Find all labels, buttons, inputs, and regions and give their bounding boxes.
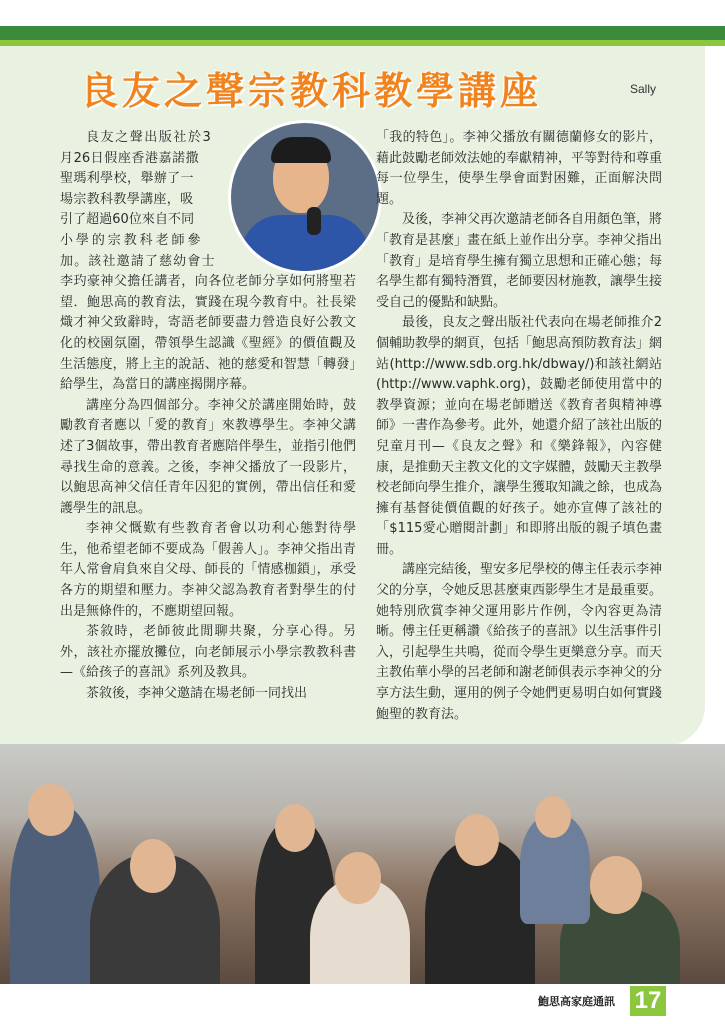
paragraph: 講座分為四個部分。李神父於講座開始時，鼓勵教育者應以「愛的教育」來教導學生。李神父講述了3個故事，帶出教育者應陪伴學生，並指引他們尋找生命的意義。之後，李神父播放了一段影片，以鮑思高神父信任青年囚犯的實例，帶出信任和愛護學生的訊息。 [60, 397, 356, 516]
paragraph: 茶敘時，老師彼此閒聊共聚，分享心得。另外，該社亦擺放攤位，向老師展示小學宗教教科書—《給孩子的喜訊》系列及教具。 [60, 624, 356, 681]
publication-name: 鮑思高家庭通訊 [538, 995, 615, 1008]
portrait-wrap-spacer [186, 128, 356, 268]
photo-figure-head [335, 852, 381, 904]
paragraph: 茶敘後，李神父邀請在場老師一同找出 [86, 686, 308, 702]
header-band-dark [0, 26, 725, 40]
paragraph: 及後，李神父再次邀請老師各自用顏色筆，將「教育是甚麼」畫在紙上並作出分享。李神父指出「教育」是培育學生擁有獨立思想和正確心態；每名學生都有獨特潛質，老師要因材施教，讓學生接受自己的優點和缺點。 [376, 212, 663, 310]
photo-figure-head [535, 796, 571, 838]
footer-area [0, 984, 725, 1024]
article-title: 良友之聲宗教科教學講座 [80, 69, 543, 113]
photo-figure-head [455, 814, 499, 866]
paragraph: 最後，良友之聲出版社代表向在場老師推介2個輔助教學的網頁，包括「鮑思高預防教育法」網站(http://www.sdb.org.hk/dbway/)和該社網站(http://www.vaphk.org)，鼓勵老師使用當中的教學資源；並向在場老師贈送《教育者與精神導師》一書作為參考。此外，她還介紹了該社出版的兒童月刊—《良友之聲》和《樂鋒報》，內容健康，是推動天主教文化的文字媒體，鼓勵天主教學校老師向學生推介，讓學生獲取知識之餘，也成為擁有基督徒價值觀的好孩子。她亦宣傳了該社的「$115愛心贈閱計劃」和即將出版的親子填色畫冊。 [376, 315, 663, 557]
photo-figure-head [28, 784, 74, 836]
paragraph: 「我的特色」。李神父播放有關德蘭修女的影片，藉此鼓勵老師效法她的奉獻精神，平等對待和尊重每一位學生，使學生學會面對困難，正面解決問題。 [376, 130, 663, 207]
article-column-left [60, 128, 356, 705]
photo-figure-head [130, 839, 176, 893]
audience-photo [0, 744, 725, 984]
photo-figure-head [590, 856, 642, 914]
page-number: 17 [630, 986, 666, 1016]
article-author: Sally [630, 82, 657, 96]
photo-figure-head [275, 804, 315, 852]
paragraph: 講座完結後，聖安多尼學校的傳主任表示李神父的分享，令她反思甚麼東西影學生才是最重要。她特別欣賞李神父運用影片作例，令內容更為清晰。傅主任更稱讚《給孩子的喜訊》以生活事件引入，引起學生共鳴，從而令學生更樂意分享。而天主教佑華小學的呂老師和謝老師俱表示李神父的分享方法生動，運用的例子令她們更易明白如何實踐鮑聖的教育法。 [376, 562, 663, 722]
article-column-right [376, 128, 662, 725]
paragraph: 良友之聲出版社於3月26日假座香港嘉諾撒聖瑪利學校，舉辦了一場宗教科教學講座，吸引了超過60位來自不同小學的宗教科老師參加。該社邀請了慈幼會士李玓豪神父擔任講者，向各位老師分享如何將聖若望．鮑思高的教育法，實踐在現今教育中。社長梁熾才神父致辭時，寄語老師要盡力營造良好公教文化的校園氛圍，帶領學生認識《聖經》的價值觀及生活態度，將上主的說話、祂的慈愛和智慧「轉發」給學生，為當日的講座揭開序幕。 [60, 130, 356, 393]
paragraph: 李神父慨歎有些教育者會以功利心態對待學生，他希望老師不要成為「假善人」。李神父指出青年人常會肩負來自父母、師長的「情感枷鎖」，承受各方的期望和壓力。李神父認為教育者對學生的付出是無條件的，不應期望回報。 [60, 521, 356, 619]
